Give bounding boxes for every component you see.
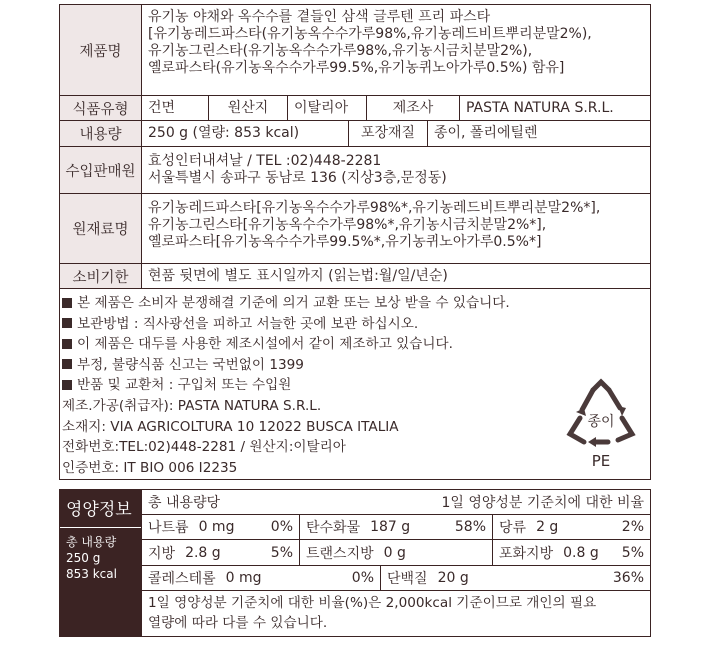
nutrition-title: 영양정보 [66, 500, 132, 520]
footnote-line: 1일 영양성분 기준치에 대한 비율(%)은 2,000kcal 기준이므로 개인의 필요 [148, 595, 597, 611]
nutrient-pct: 0% [270, 519, 293, 535]
nutrition-footnote [141, 590, 651, 637]
nutrient-cell [299, 539, 493, 566]
importer-line: 효성인터내셔날 / TEL :02)448-2281 [148, 153, 382, 169]
nutrition-header [141, 489, 651, 515]
packaging-value: 종이, 폴리에틸렌 [427, 120, 651, 147]
square-bullet-icon [62, 339, 72, 349]
recycle-text: 종이 [587, 414, 615, 430]
maker-line: 제조.가공(취급자): PASTA NATURA S.R.L. [62, 397, 322, 414]
product-name-line: 유기농그린스타(유기농옥수수가루98%,유기농시금치분말2%), [148, 43, 533, 59]
nutrient-pct: 5% [621, 544, 644, 561]
square-bullet-icon [62, 318, 72, 328]
maker-value: PASTA NATURA S.R.L. [459, 95, 651, 121]
note-item: 반품 및 교환처 : 구입처 또는 수입원 [60, 375, 650, 396]
nutrient-name: 트랜스지방 [306, 545, 374, 562]
nutrient-name: 단백질 [387, 571, 428, 587]
ingredients-value [141, 193, 651, 264]
nutrient-name: 포화지방 [499, 545, 554, 562]
nutrient-name: 지방 [148, 545, 176, 562]
product-name-line: 유기농 야채와 옥수수를 곁들인 삼색 글루텐 프리 파스타 [148, 9, 491, 25]
content-label: 내용량 [59, 120, 142, 147]
nutrition-total-kcal: 853 kcal [66, 567, 117, 581]
nutrient-cell [141, 539, 300, 566]
product-name-line: 옐로파스타(유기농옥수수가루99.5%,유기농퀴노아가루0.5%) 함유] [148, 60, 565, 76]
nutrient-cell [141, 565, 381, 591]
nutrition-total-amount: 250 g [66, 551, 101, 565]
maker-line: 전화번호:TEL:02)448-2281 / 원산지:이탈리아 [62, 439, 346, 456]
note-item: 본 제품은 소비자 분쟁해결 기준에 의거 교환 또는 보상 받을 수 있습니다. [60, 293, 650, 314]
content-value: 250 g (열량: 853 kcal) [141, 120, 349, 147]
square-bullet-icon [62, 359, 72, 369]
food-type-label: 식품유형 [59, 95, 142, 121]
nutrient-cell [141, 514, 300, 540]
recycle-material: PE [591, 452, 611, 470]
recycle-mark [562, 378, 640, 474]
nutrient-cell [380, 565, 651, 591]
nutrient-cell [299, 514, 493, 540]
nutrient-amount: 0.8 g [563, 544, 599, 561]
food-type-value: 건면 [141, 95, 209, 121]
ingredients-line: 유기농레드파스타[유기농옥수수가루98%*,유기농레드비트뿌리분말2%*], [148, 200, 601, 216]
footnote-line: 열량에 따라 다를 수 있습니다. [148, 615, 328, 631]
nutrition-header-right: 1일 영양성분 기준치에 대한 비율 [441, 495, 644, 511]
maker-label: 제조사 [366, 95, 460, 121]
nutrient-amount: 187 g [370, 519, 411, 535]
nutrient-amount: 0 g [383, 544, 406, 561]
nutrient-pct: 2% [621, 519, 644, 535]
nutrient-pct: 36% [612, 570, 644, 586]
ingredients-line: 유기농그린스타[유기농옥수수가루98%*,유기농시금치분말2%*], [148, 217, 547, 233]
note-item: 이 제품은 대두를 사용한 제조시설에서 같이 제조하고 있습니다. [60, 334, 650, 355]
maker-line: 인증번호: IT BIO 006 I2235 [62, 459, 238, 476]
product-name-label: 제품명 [59, 4, 142, 96]
nutrient-amount: 0 mg [225, 570, 262, 586]
square-bullet-icon [62, 380, 72, 390]
product-name-value [141, 4, 651, 96]
origin-value: 이탈리아 [287, 95, 367, 121]
nutrient-name: 탄수화물 [306, 520, 361, 536]
note-item: 보관방법 : 직사광선을 피하고 서늘한 곳에 보관 하십시오. [60, 314, 650, 335]
expiry-value: 현품 뒷면에 별도 표시일까지 (읽는법:월/일/년순) [141, 263, 651, 289]
origin-label: 원산지 [208, 95, 288, 121]
nutrient-pct: 0% [351, 570, 374, 586]
nutrient-cell [492, 539, 651, 566]
note-item: 부정, 불량식품 신고는 국번없이 1399 [60, 355, 650, 376]
importer-line: 서울특별시 송파구 동남로 136 (지상3층,문정동) [148, 170, 447, 186]
nutrient-name: 콜레스테롤 [148, 571, 216, 587]
nutrient-amount: 2 g [536, 519, 559, 535]
nutrient-pct: 58% [454, 519, 486, 535]
nutrient-name: 당류 [499, 520, 527, 536]
importer-value [141, 146, 651, 194]
product-name-line: [유기농레드파스타(유기농옥수수가루98%,유기농레드비트뿌리분말2%), [148, 26, 592, 42]
nutrient-amount: 0 mg [198, 519, 235, 535]
nutrient-amount: 20 g [437, 570, 469, 586]
ingredients-line: 옐로파스타[유기농옥수수가루99.5%*,유기농퀴노아가루0.5%*] [148, 234, 542, 250]
nutrition-header-left: 총 내용량당 [148, 495, 221, 511]
nutrition-total-label: 총 내용량 [66, 535, 117, 549]
nutrition-sidebar [59, 489, 142, 637]
maker-line: 소재지: VIA AGRICOLTURA 10 12022 BUSCA ITALIA [62, 418, 399, 435]
expiry-label: 소비기한 [59, 263, 142, 289]
nutrient-name: 나트륨 [148, 520, 189, 536]
importer-label: 수입판매원 [59, 146, 142, 194]
packaging-label: 포장재질 [348, 120, 428, 147]
nutrient-cell [492, 514, 651, 540]
nutrient-amount: 2.8 g [185, 544, 221, 561]
nutrient-pct: 5% [270, 544, 293, 561]
nutrition-total-block [60, 527, 141, 582]
ingredients-label: 원재료명 [59, 193, 142, 264]
square-bullet-icon [62, 298, 72, 308]
